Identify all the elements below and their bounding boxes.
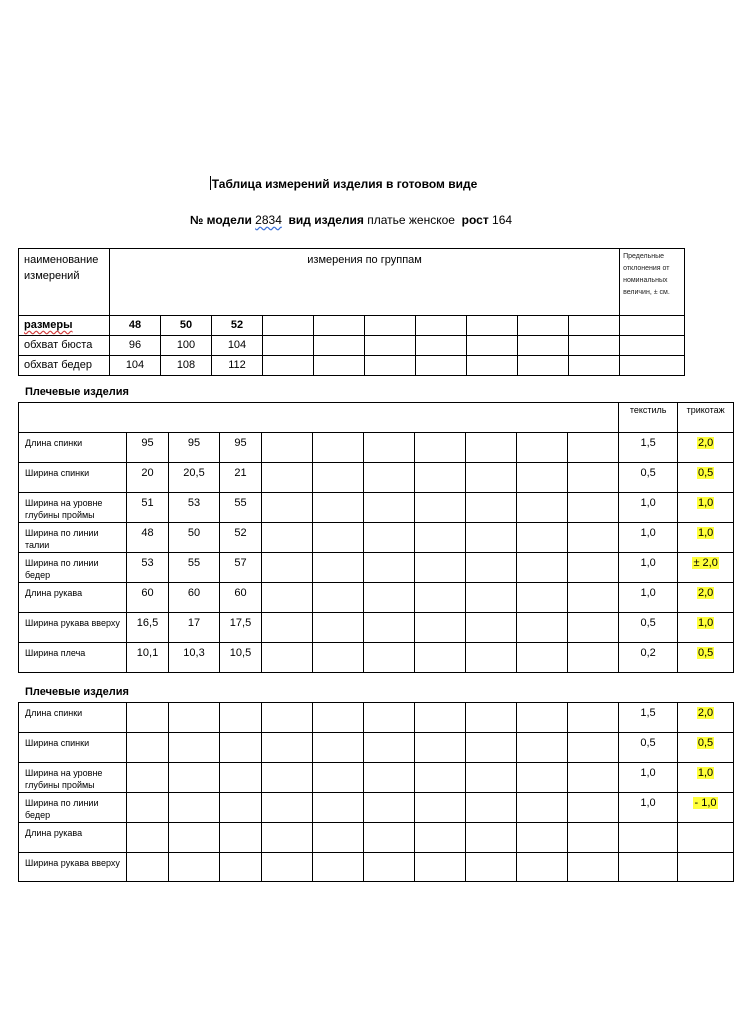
empty-cell [313, 763, 364, 793]
measure-value: 17,5 [220, 613, 262, 643]
measure-label: Ширина спинки [19, 733, 127, 763]
measure-value: 10,5 [220, 643, 262, 673]
knit-header: трикотаж [678, 403, 734, 433]
empty-cell [262, 463, 313, 493]
knit-tolerance: - 1,0 [694, 797, 717, 809]
textile-tolerance: 1,0 [619, 583, 678, 613]
measure-value: 60 [127, 583, 169, 613]
empty-cell [313, 493, 364, 523]
empty-cell [364, 493, 415, 523]
hips-50: 108 [161, 356, 212, 376]
section-title-shoulder-1: Плечевые изделия [25, 386, 129, 398]
empty-cell [127, 703, 169, 733]
knit-tolerance-cell [678, 733, 734, 763]
measure-label: Ширина плеча [19, 643, 127, 673]
measure-value: 50 [169, 523, 220, 553]
kind-label: вид изделия [288, 213, 364, 227]
model-label: № модели [189, 213, 252, 227]
measure-label: Ширина рукава вверху [19, 853, 127, 882]
empty-cell [415, 823, 466, 853]
measure-value: 53 [169, 493, 220, 523]
empty-cell [466, 643, 517, 673]
hips-52: 112 [212, 356, 263, 376]
empty-cell [517, 793, 568, 823]
empty-cell [568, 823, 619, 853]
table-row [19, 583, 734, 613]
empty-cell [364, 643, 415, 673]
knit-tolerance: 2,0 [697, 437, 714, 449]
empty-cell [127, 733, 169, 763]
textile-tolerance: 1,0 [619, 793, 678, 823]
knit-tolerance: 1,0 [697, 767, 714, 779]
empty-cell [568, 733, 619, 763]
bust-48: 96 [110, 336, 161, 356]
empty-cell [364, 793, 415, 823]
sizes-table-header-row [19, 249, 685, 316]
measure-value: 55 [169, 553, 220, 583]
sizes-table [18, 248, 685, 376]
table-row [19, 463, 734, 493]
text-cursor [210, 176, 211, 190]
textile-header: текстиль [619, 403, 678, 433]
empty-cell [466, 583, 517, 613]
empty-cell [364, 463, 415, 493]
empty-cell [415, 853, 466, 882]
empty-cell [415, 493, 466, 523]
shoulder-items-table-2 [18, 702, 734, 882]
measure-label: Ширина по линии бедер [19, 553, 127, 583]
empty-cell [568, 763, 619, 793]
empty-cell [262, 853, 313, 882]
measure-value: 95 [220, 433, 262, 463]
knit-tolerance: 1,0 [697, 617, 714, 629]
empty-cell [466, 733, 517, 763]
empty-cell [262, 733, 313, 763]
measure-label: Ширина по линии талии [19, 523, 127, 553]
knit-tolerance-cell [678, 823, 734, 853]
empty-cell [517, 763, 568, 793]
empty-cell [517, 433, 568, 463]
empty-cell [364, 763, 415, 793]
empty-cell [517, 703, 568, 733]
measure-value: 57 [220, 553, 262, 583]
empty-cell [517, 613, 568, 643]
empty-cell [415, 733, 466, 763]
table-row [19, 493, 734, 523]
textile-tolerance: 1,0 [619, 523, 678, 553]
table-row [19, 613, 734, 643]
hips-label: обхват бедер [19, 356, 110, 376]
measure-value: 10,1 [127, 643, 169, 673]
empty-cell [568, 613, 619, 643]
empty-cell [568, 553, 619, 583]
empty-cell [169, 733, 220, 763]
empty-cell [415, 613, 466, 643]
size-52: 52 [212, 316, 263, 336]
measure-label: Ширина рукава вверху [19, 613, 127, 643]
knit-tolerance-cell [678, 553, 734, 583]
knit-tolerance: 2,0 [697, 707, 714, 719]
empty-cell [466, 553, 517, 583]
empty-cell [364, 823, 415, 853]
textile-tolerance: 1,0 [619, 553, 678, 583]
measure-value: 52 [220, 523, 262, 553]
empty-cell [568, 433, 619, 463]
measure-label: Длина рукава [19, 823, 127, 853]
bust-50: 100 [161, 336, 212, 356]
measure-label: Ширина по линии бедер [19, 793, 127, 823]
knit-tolerance: 2,0 [697, 587, 714, 599]
measure-value: 95 [127, 433, 169, 463]
knit-tolerance-cell [678, 853, 734, 882]
empty-cell [127, 853, 169, 882]
empty-cell [313, 613, 364, 643]
textile-tolerance: 0,5 [619, 463, 678, 493]
empty-cell [313, 793, 364, 823]
empty-cell [466, 463, 517, 493]
knit-tolerance-cell [678, 703, 734, 733]
knit-tolerance: 0,5 [697, 467, 714, 479]
empty-cell [466, 763, 517, 793]
table-row [19, 643, 734, 673]
empty-cell [415, 553, 466, 583]
empty-cell [364, 733, 415, 763]
table-row [19, 853, 734, 882]
bust-52: 104 [212, 336, 263, 356]
empty-cell [262, 433, 313, 463]
empty-cell [568, 793, 619, 823]
empty-cell [262, 493, 313, 523]
empty-cell [127, 823, 169, 853]
empty-cell [415, 463, 466, 493]
groups-header: измерения по группам [110, 249, 620, 316]
model-value: 2834 [255, 213, 282, 227]
measure-value: 95 [169, 433, 220, 463]
measure-label: Длина рукава [19, 583, 127, 613]
empty-cell [262, 703, 313, 733]
empty-cell [568, 853, 619, 882]
sizes-label: размеры [24, 319, 73, 331]
size-48: 48 [110, 316, 161, 336]
empty-cell [466, 613, 517, 643]
knit-tolerance-cell [678, 493, 734, 523]
empty-cell [517, 463, 568, 493]
empty-cell [517, 493, 568, 523]
knit-tolerance-cell [678, 523, 734, 553]
measure-label: Ширина на уровне глубины проймы [19, 763, 127, 793]
empty-cell [127, 793, 169, 823]
knit-tolerance-cell [678, 793, 734, 823]
knit-tolerance-cell [678, 463, 734, 493]
empty-cell [169, 703, 220, 733]
shoulder-items-table [18, 402, 734, 673]
empty-cell [262, 823, 313, 853]
empty-cell [220, 733, 262, 763]
empty-cell [313, 583, 364, 613]
empty-cell [364, 703, 415, 733]
table-row [19, 433, 734, 463]
empty-cell [517, 853, 568, 882]
empty-cell [466, 853, 517, 882]
knit-tolerance-cell [678, 643, 734, 673]
empty-cell [313, 523, 364, 553]
shoulder-table-header-row [19, 403, 734, 433]
empty-cell [313, 433, 364, 463]
empty-cell [364, 853, 415, 882]
textile-tolerance: 1,0 [619, 493, 678, 523]
empty-cell [517, 523, 568, 553]
measure-value: 60 [169, 583, 220, 613]
empty-cell [262, 613, 313, 643]
knit-tolerance-cell [678, 433, 734, 463]
empty-cell [169, 793, 220, 823]
empty-cell [169, 763, 220, 793]
textile-tolerance [619, 823, 678, 853]
empty-cell [415, 433, 466, 463]
knit-tolerance: 1,0 [697, 527, 714, 539]
size-50: 50 [161, 316, 212, 336]
textile-tolerance: 0,5 [619, 613, 678, 643]
deviation-header: Предельные отклонения от номинальных величин, ± см. [620, 249, 685, 316]
empty-cell [466, 793, 517, 823]
empty-cell [517, 553, 568, 583]
measure-value: 20,5 [169, 463, 220, 493]
table-row [19, 703, 734, 733]
empty-cell [313, 703, 364, 733]
empty-cell [364, 553, 415, 583]
table-row [19, 356, 685, 376]
empty-cell [364, 583, 415, 613]
table-row [19, 763, 734, 793]
empty-cell [262, 793, 313, 823]
empty-cell [466, 823, 517, 853]
empty-cell [313, 733, 364, 763]
table-row [19, 733, 734, 763]
bust-label: обхват бюста [19, 336, 110, 356]
table-row [19, 553, 734, 583]
measure-label: Длина спинки [19, 703, 127, 733]
knit-tolerance: ± 2,0 [693, 557, 718, 569]
empty-cell [169, 853, 220, 882]
empty-cell [364, 523, 415, 553]
empty-cell [364, 613, 415, 643]
empty-cell [313, 553, 364, 583]
textile-tolerance: 1,0 [619, 763, 678, 793]
knit-tolerance: 0,5 [697, 647, 714, 659]
empty-cell [169, 823, 220, 853]
measure-value: 20 [127, 463, 169, 493]
knit-tolerance: 1,0 [697, 497, 714, 509]
empty-cell [262, 643, 313, 673]
height-value: 164 [492, 213, 513, 227]
model-line [0, 213, 702, 227]
empty-cell [568, 493, 619, 523]
empty-cell [313, 463, 364, 493]
empty-cell [517, 733, 568, 763]
empty-cell [262, 763, 313, 793]
empty-cell [568, 703, 619, 733]
name-header: наименование измерений [19, 249, 110, 316]
empty-cell [220, 793, 262, 823]
empty-cell [517, 583, 568, 613]
textile-tolerance: 0,5 [619, 733, 678, 763]
empty-cell [517, 643, 568, 673]
empty-cell [568, 643, 619, 673]
empty-cell [466, 703, 517, 733]
knit-tolerance: 0,5 [697, 737, 714, 749]
table-row [19, 823, 734, 853]
empty-cell [415, 793, 466, 823]
empty-cell [262, 523, 313, 553]
empty-cell [568, 463, 619, 493]
empty-cell [415, 583, 466, 613]
empty-cell [220, 823, 262, 853]
empty-cell [415, 703, 466, 733]
measure-value: 21 [220, 463, 262, 493]
empty-cell [313, 853, 364, 882]
table-row [19, 316, 685, 336]
empty-cell [364, 433, 415, 463]
measure-label: Ширина спинки [19, 463, 127, 493]
document-title: Таблица измерений изделия в готовом виде [211, 177, 478, 191]
kind-value: платье женское [367, 213, 455, 227]
empty-cell [220, 703, 262, 733]
empty-cell [517, 823, 568, 853]
empty-cell [568, 523, 619, 553]
empty-cell [568, 583, 619, 613]
table-row [19, 336, 685, 356]
table-row [19, 523, 734, 553]
empty-cell [415, 763, 466, 793]
measure-value: 55 [220, 493, 262, 523]
empty-cell [313, 643, 364, 673]
measure-value: 51 [127, 493, 169, 523]
section-title-shoulder-2: Плечевые изделия [25, 686, 129, 698]
measure-value: 53 [127, 553, 169, 583]
empty-cell [220, 853, 262, 882]
measure-label: Длина спинки [19, 433, 127, 463]
hips-48: 104 [110, 356, 161, 376]
empty-cell [415, 643, 466, 673]
empty-cell [127, 763, 169, 793]
empty-cell [262, 583, 313, 613]
empty-cell [262, 553, 313, 583]
textile-tolerance: 1,5 [619, 703, 678, 733]
measure-value: 16,5 [127, 613, 169, 643]
empty-cell [313, 823, 364, 853]
knit-tolerance-cell [678, 763, 734, 793]
empty-cell [466, 493, 517, 523]
textile-tolerance: 0,2 [619, 643, 678, 673]
textile-tolerance: 1,5 [619, 433, 678, 463]
measure-value: 17 [169, 613, 220, 643]
table-row [19, 793, 734, 823]
measure-value: 60 [220, 583, 262, 613]
knit-tolerance-cell [678, 583, 734, 613]
height-label: рост [461, 213, 489, 227]
measure-value: 10,3 [169, 643, 220, 673]
textile-tolerance [619, 853, 678, 882]
empty-cell [466, 523, 517, 553]
measure-label: Ширина на уровне глубины проймы [19, 493, 127, 523]
measure-value: 48 [127, 523, 169, 553]
empty-cell [415, 523, 466, 553]
empty-cell [220, 763, 262, 793]
knit-tolerance-cell [678, 613, 734, 643]
empty-cell [466, 433, 517, 463]
